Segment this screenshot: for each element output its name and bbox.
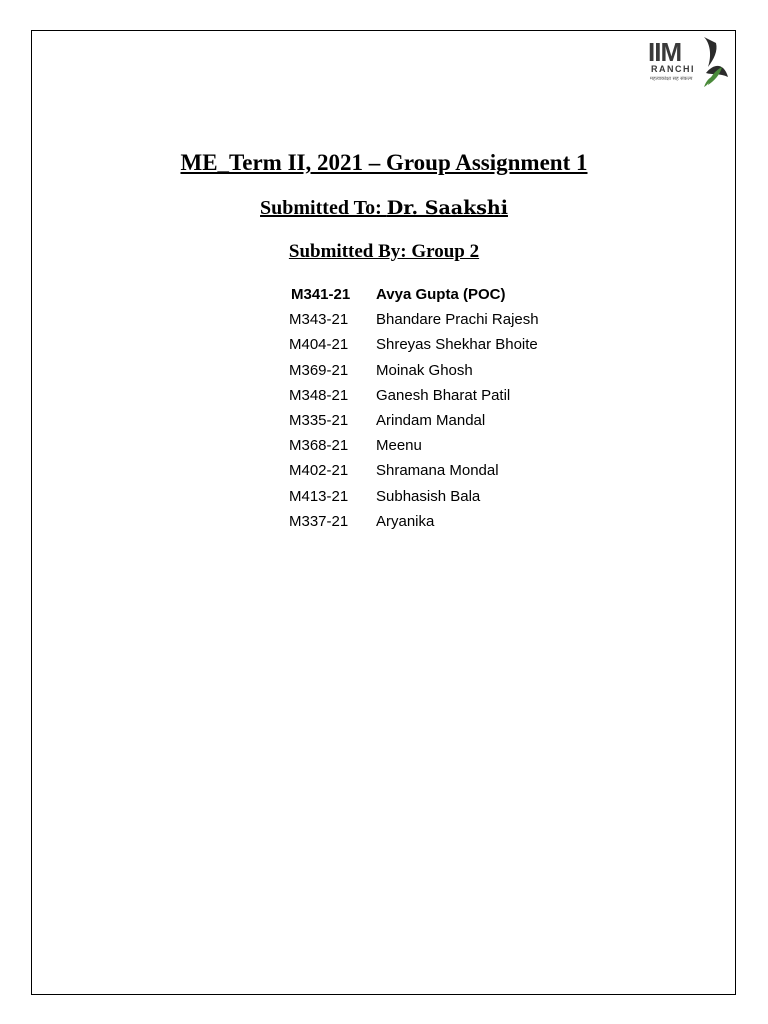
member-row xyxy=(289,282,539,307)
bird-leaf-icon xyxy=(700,33,730,89)
member-id: M402-21 xyxy=(289,462,349,480)
logo-name: IIM xyxy=(648,37,682,67)
member-id: M369-21 xyxy=(289,361,349,379)
member-name: Meenu xyxy=(376,437,422,455)
member-name: Moinak Ghosh xyxy=(376,361,473,379)
member-id: M335-21 xyxy=(289,411,349,429)
submitted-to-label: Submitted To: xyxy=(260,197,387,219)
logo-subname: RANCHI xyxy=(651,64,695,74)
assignment-title: ME_Term II, 2021 – Group Assignment 1 xyxy=(180,150,588,175)
member-row xyxy=(289,358,539,383)
submitted-to-name: Dr. Saakshi xyxy=(386,197,508,219)
member-row xyxy=(289,408,539,433)
member-id: M341-21 xyxy=(291,286,351,303)
member-name: Avya Gupta (POC) xyxy=(376,286,506,303)
member-id: M368-21 xyxy=(289,437,349,455)
submitted-by: Submitted By: Group 2 xyxy=(288,241,480,262)
member-name: Ganesh Bharat Patil xyxy=(376,386,511,404)
submitted-to xyxy=(0,195,768,221)
member-name: Subhasish Bala xyxy=(376,487,481,505)
member-id: M343-21 xyxy=(289,311,349,329)
member-row xyxy=(289,307,539,332)
member-id: M348-21 xyxy=(289,386,349,404)
member-row xyxy=(289,383,539,408)
member-name: Aryanika xyxy=(376,512,435,530)
logo-tagline: महत्वाकांक्षा सह संकल्प xyxy=(650,76,693,82)
member-list xyxy=(289,282,539,534)
member-id: M337-21 xyxy=(289,512,349,530)
member-row xyxy=(289,458,539,483)
member-name: Shramana Mondal xyxy=(376,462,499,480)
member-row xyxy=(289,433,539,458)
member-name: Arindam Mandal xyxy=(376,411,486,429)
member-row xyxy=(289,509,539,534)
iim-ranchi-logo xyxy=(648,33,730,89)
member-row xyxy=(289,332,539,357)
member-name: Bhandare Prachi Rajesh xyxy=(376,311,539,329)
member-row xyxy=(289,484,539,509)
member-id: M413-21 xyxy=(289,487,349,505)
member-id: M404-21 xyxy=(289,336,349,354)
member-name: Shreyas Shekhar Bhoite xyxy=(376,336,538,354)
